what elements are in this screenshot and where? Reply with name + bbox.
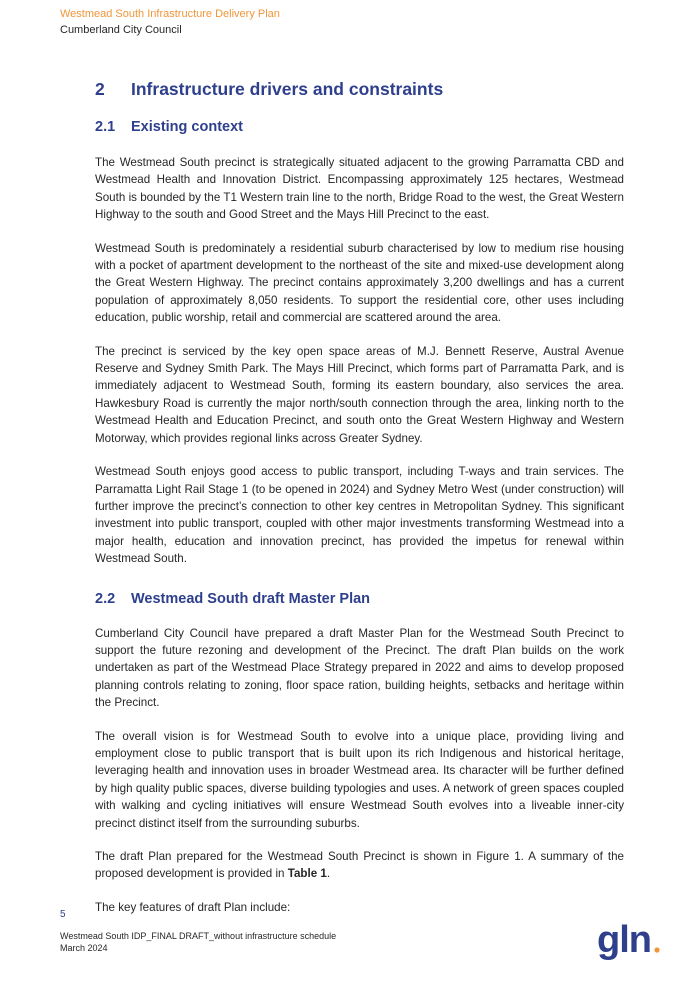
paragraph: The key features of draft Plan include: — [95, 900, 291, 914]
subsection-heading-2-2 — [95, 590, 624, 609]
page-number: 5 — [60, 909, 66, 920]
main-content — [95, 78, 624, 916]
paragraph: Cumberland City Council have prepared a draft Master Plan for the Westmead South Precinct to support the future rezoning and development of the Precinct. The draft Plan builds on the work undertaken as part of the Westmead Place Strategy prepared in 2022 and aims to develop proposed planning controls relating to zoning, floor space ration, building heights, setbacks and heritage within the Precinct. — [95, 626, 624, 710]
footer-file-name: Westmead South IDP_FINAL DRAFT_without infrastructure schedule — [60, 931, 337, 941]
paragraph: The Westmead South precinct is strategically situated adjacent to the growing Parramatta CBD and Westmead Health and Innovation District. Encompassing approximately 125 hectares, Westmead South is bounded by the T1 Western train line to the north, Bridge Road to the west, the Great Western Highway to the south and Good Street and the Mays Hill Precinct to the east. — [95, 156, 624, 222]
subsection-number: 2.2 — [95, 590, 116, 607]
paragraph: Westmead South enjoys good access to public transport, including T-ways and train services. The Parramatta Light Rail Stage 1 (to be opened in 2024) and Sydney Metro West (under construction) will further improve the precinct’s connection to other key centres in Metropolitan Sydney. This significant investment into public transport, coupled with other major investments transforming Westmead into a major health, education and innovation precinct, has provided the impetus for renewal within Westmead South. — [95, 465, 624, 566]
footer-date: March 2024 — [60, 943, 108, 953]
council-name: Cumberland City Council — [60, 24, 182, 36]
paragraph: The overall vision is for Westmead South to evolve into a unique place, providing living and employment close to public transport that is built upon its rich Indigenous and historical heritage, leveraging health and innovation uses in broader Westmead area. Its character will be further defined by high quality public spaces, diverse building typologies and uses. A network of green spaces coupled with walking and cycling initiatives will ensure Westmead South evolves into a liveable inner-city precinct distinct itself from the surrounding suburbs. — [95, 729, 624, 830]
page-footer — [60, 909, 336, 954]
paragraph: The precinct is serviced by the key open space areas of M.J. Bennett Reserve, Austral Avenue Reserve and Sydney Smith Park. The Mays Hill Precinct, which forms part of Parramatta Park, and is immediately adjacent to Westmead South, forming its eastern boundary, also services the area. Hawkesbury Road is currently the major north/south connection through the area, linking north to the Westmead Health and Education Precinct, and south onto the Great Western Highway and Western Motorway, which provides regional links across Greater Sydney. — [95, 344, 624, 445]
document-title: Westmead South Infrastructure Delivery Plan — [60, 8, 280, 20]
page-header — [60, 6, 280, 38]
subsection-title: Existing context — [131, 119, 243, 135]
section-number: 2 — [95, 79, 105, 99]
section-title: Infrastructure drivers and constraints — [131, 79, 444, 99]
subsection-heading-2-1 — [95, 118, 624, 137]
section-heading — [95, 78, 624, 100]
table-reference[interactable]: Table 1 — [287, 867, 327, 881]
paragraph: Westmead South is predominately a residential suburb characterised by low to medium rise housing with a pocket of apartment development to the northeast of the site and mixed-use development along the Great Western Highway. The precinct contains approximately 3,200 dwellings and has a current population of approximately 8,050 residents. To support the residential core, other uses including education, public worship, retail and commercial are scattered around the area. — [95, 241, 624, 325]
gln-logo — [597, 921, 661, 965]
figure-reference-text: The draft Plan prepared for the Westmead South Precinct is shown in Figure 1. A summary of the proposed development is provided in — [95, 850, 624, 881]
paragraph-figure-reference — [95, 848, 624, 883]
subsection-number: 2.1 — [95, 119, 116, 135]
svg-text:gln: gln — [597, 921, 651, 961]
period: . — [326, 867, 331, 881]
subsection-title: Westmead South draft Master Plan — [131, 590, 371, 607]
